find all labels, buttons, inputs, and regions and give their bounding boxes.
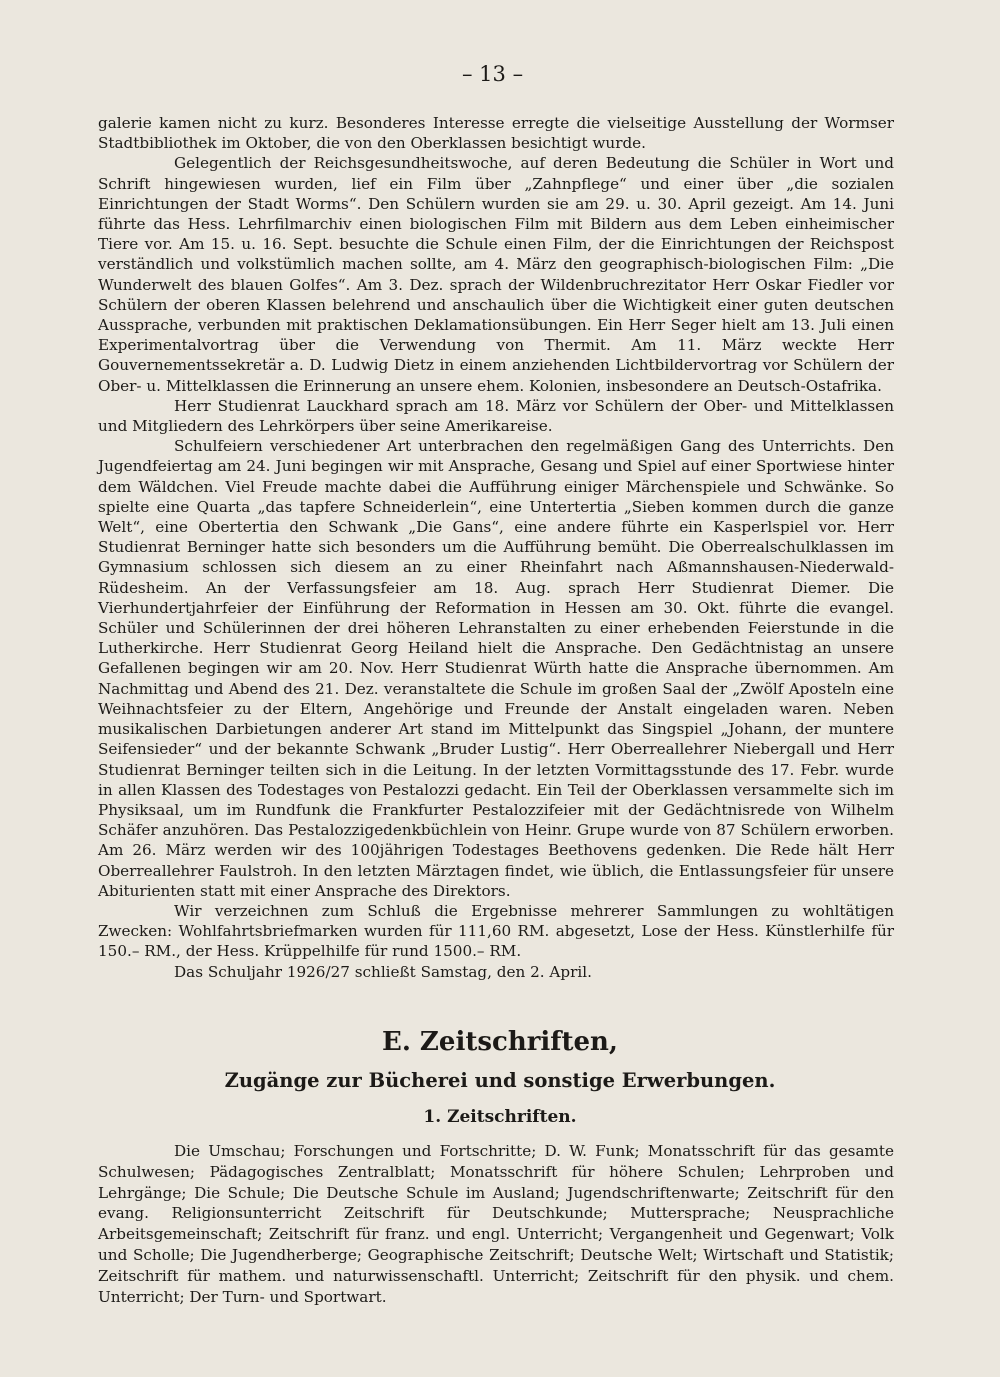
page-number: – 13 – — [462, 62, 524, 86]
paragraph-films: Gelegentlich der Reichsgesundheitswoche, auf deren Bedeutung die Schüler in Wort und Schrift hingewiesen wurden, lief ein Film über „Zahnpflege“ und einer über „die sozialen Einrichtungen der Stadt Worms“. Den Schülern wurden sie am 29. u. 30. April gezeigt. Am 14. Juni führte das Hess. Lehrfilmarchiv einen biologischen Film mit Bildern aus dem Leben einheimischer Tiere vor. Am 15. u. 16. Sept. besuchte die Schule einen Film, der die Einrichtungen der Reichspost verständlich und volkstümlich machen sollte, am 4. März den geographisch-biologischen Film: „Die Wunderwelt des blauen Golfes“. Am 3. Dez. sprach der Wildenbruchrezitator Herr Oskar Fiedler vor Schülern der oberen Klassen belehrend und anschaulich über die Wichtigkeit einer guten deutschen Aussprache, verbunden mit praktischen Deklamationsübungen. Ein Herr Seger hielt am 13. Juli einen Experimentalvortrag über die Verwendung von Thermit. Am 11. März weckte Herr Gouvernementssekretär a. D. Ludwig Dietz in einem anziehenden Lichtbildervortrag vor Schülern der Ober- u. Mittelklassen die Erinnerung an unsere ehem. Kolonien, insbesondere an Deutsch-Ostafrika. — [98, 154, 894, 395]
paragraph-continuation: galerie kamen nicht zu kurz. Besonderes Interesse erregte die vielseitige Ausstellung der Wormser Stadtbibliothek im Oktober, die von den Oberklassen besichtigt wurde. — [98, 114, 894, 153]
body-text — [98, 113, 894, 982]
journals-list — [98, 1141, 894, 1307]
section-heading: E. Zeitschriften, — [382, 1027, 618, 1057]
journals-paragraph: Die Umschau; Forschungen und Fortschritte; D. W. Funk; Monatsschrift für das gesamte Schulwesen; Pädagogisches Zentralblatt; Monatsschrift für höhere Schulen; Lehrproben und Lehrgänge; Die Schule; Die Deutsche Schule im Ausland; Jugendschriftenwarte; Zeitschrift für den evang. Religionsunterricht Zeitschrift für Deutschkunde; Muttersprache; Neusprachliche Arbeitsgemeinschaft; Zeitschrift für franz. und engl. Unterricht; Vergangenheit und Gegenwart; Volk und Scholle; Die Jugendherberge; Geographische Zeitschrift; Deutsche Welt; Wirtschaft und Statistik; Zeitschrift für mathem. und naturwissenschaftl. Unterricht; Zeitschrift für den physik. und chem. Unterricht; Der Turn- und Sportwart. — [98, 1142, 894, 1306]
paragraph-schuljahr: Das Schuljahr 1926/27 schließt Samstag, den 2. April. — [174, 962, 592, 981]
subsection-heading: 1. Zeitschriften. — [423, 1107, 577, 1127]
section-subheading: Zugänge zur Bücherei und sonstige Erwerbungen. — [224, 1069, 776, 1092]
paragraph-lauckhard: Herr Studienrat Lauckhard sprach am 18. März vor Schülern der Ober- und Mittelklassen und Mitgliedern des Lehrkörpers über seine Amerikareise. — [98, 396, 894, 436]
paragraph-schulfeiern: Schulfeiern verschiedener Art unterbrachen den regelmäßigen Gang des Unterrichts. Den Jugendfeiertag am 24. Juni begingen wir mit Ansprache, Gesang und Spiel auf einer Sportwiese hinter dem Wäldchen. Viel Freude machte dabei die Aufführung einiger Märchenspiele und Schwänke. So spielte eine Quarta „das tapfere Schneiderlein“, eine Untertertia „Sieben kommen durch die ganze Welt“, eine Obertertia den Schwank „Die Gans“, eine andere führte ein Kasperlspiel vor. Herr Studienrat Berninger hatte sich besonders um die Aufführung bemüht. Die Oberrealschulklassen im Gymnasium schlossen sich diesem an zu einer Rheinfahrt nach Aßmannshausen-Niederwald-Rüdesheim. An der Verfassungsfeier am 18. Aug. sprach Herr Studienrat Diemer. Die Vierhundertjahrfeier der Einführung der Reformation in Hessen am 30. Okt. führte die evangel. Schüler und Schülerinnen der drei höheren Lehranstalten zu einer erhebenden Feierstunde in die Lutherkirche. Herr Studienrat Georg Heiland hielt die Ansprache. Den Gedächtnistag an unsere Gefallenen begingen wir am 20. Nov. Herr Studienrat Würth hatte die Ansprache übernommen. Am Nachmittag und Abend des 21. Dez. veranstaltete die Schule im großen Saal der „Zwölf Aposteln eine Weihnachtsfeier zu der Eltern, Angehörige und Freunde der Anstalt eingeladen waren. Neben musikalischen Darbietungen anderer Art stand im Mittelpunkt das Singspiel „Johann, der muntere Seifensieder“ und der bekannte Schwank „Bruder Lustig“. Herr Oberreallehrer Niebergall und Herr Studienrat Berninger teilten sich in die Leitung. In der letzten Vormittagsstunde des 17. Febr. wurde in allen Klassen des Todestages von Pestalozzi gedacht. Ein Teil der Oberklassen versammelte sich im Physiksaal, um im Rundfunk die Frankfurter Pestalozzifeier mit der Gedächtnisrede von Wilhelm Schäfer anzuhören. Das Pestalozzigedenkbüchlein von Heinr. Grupe wurde von 87 Schülern erworben. Am 26. März werden wir des 100jährigen Todestages Beethovens gedenken. Die Rede hält Herr Oberreallehrer Faulstroh. In den letzten Märztagen findet, wie üblich, die Entlassungsfeier für unsere Abiturienten statt mit einer Ansprache des Direktors. — [98, 437, 894, 900]
paragraph-sammlungen: Wir verzeichnen zum Schluß die Ergebnisse mehrerer Sammlungen zu wohltätigen Zwecken: Wohlfahrtsbriefmarken wurden für 111,60 RM. abgesetzt, Lose der Hess. Künstlerhilfe für 150.– RM., der Hess. Krüppelhilfe für rund 1500.– RM. — [98, 901, 894, 961]
